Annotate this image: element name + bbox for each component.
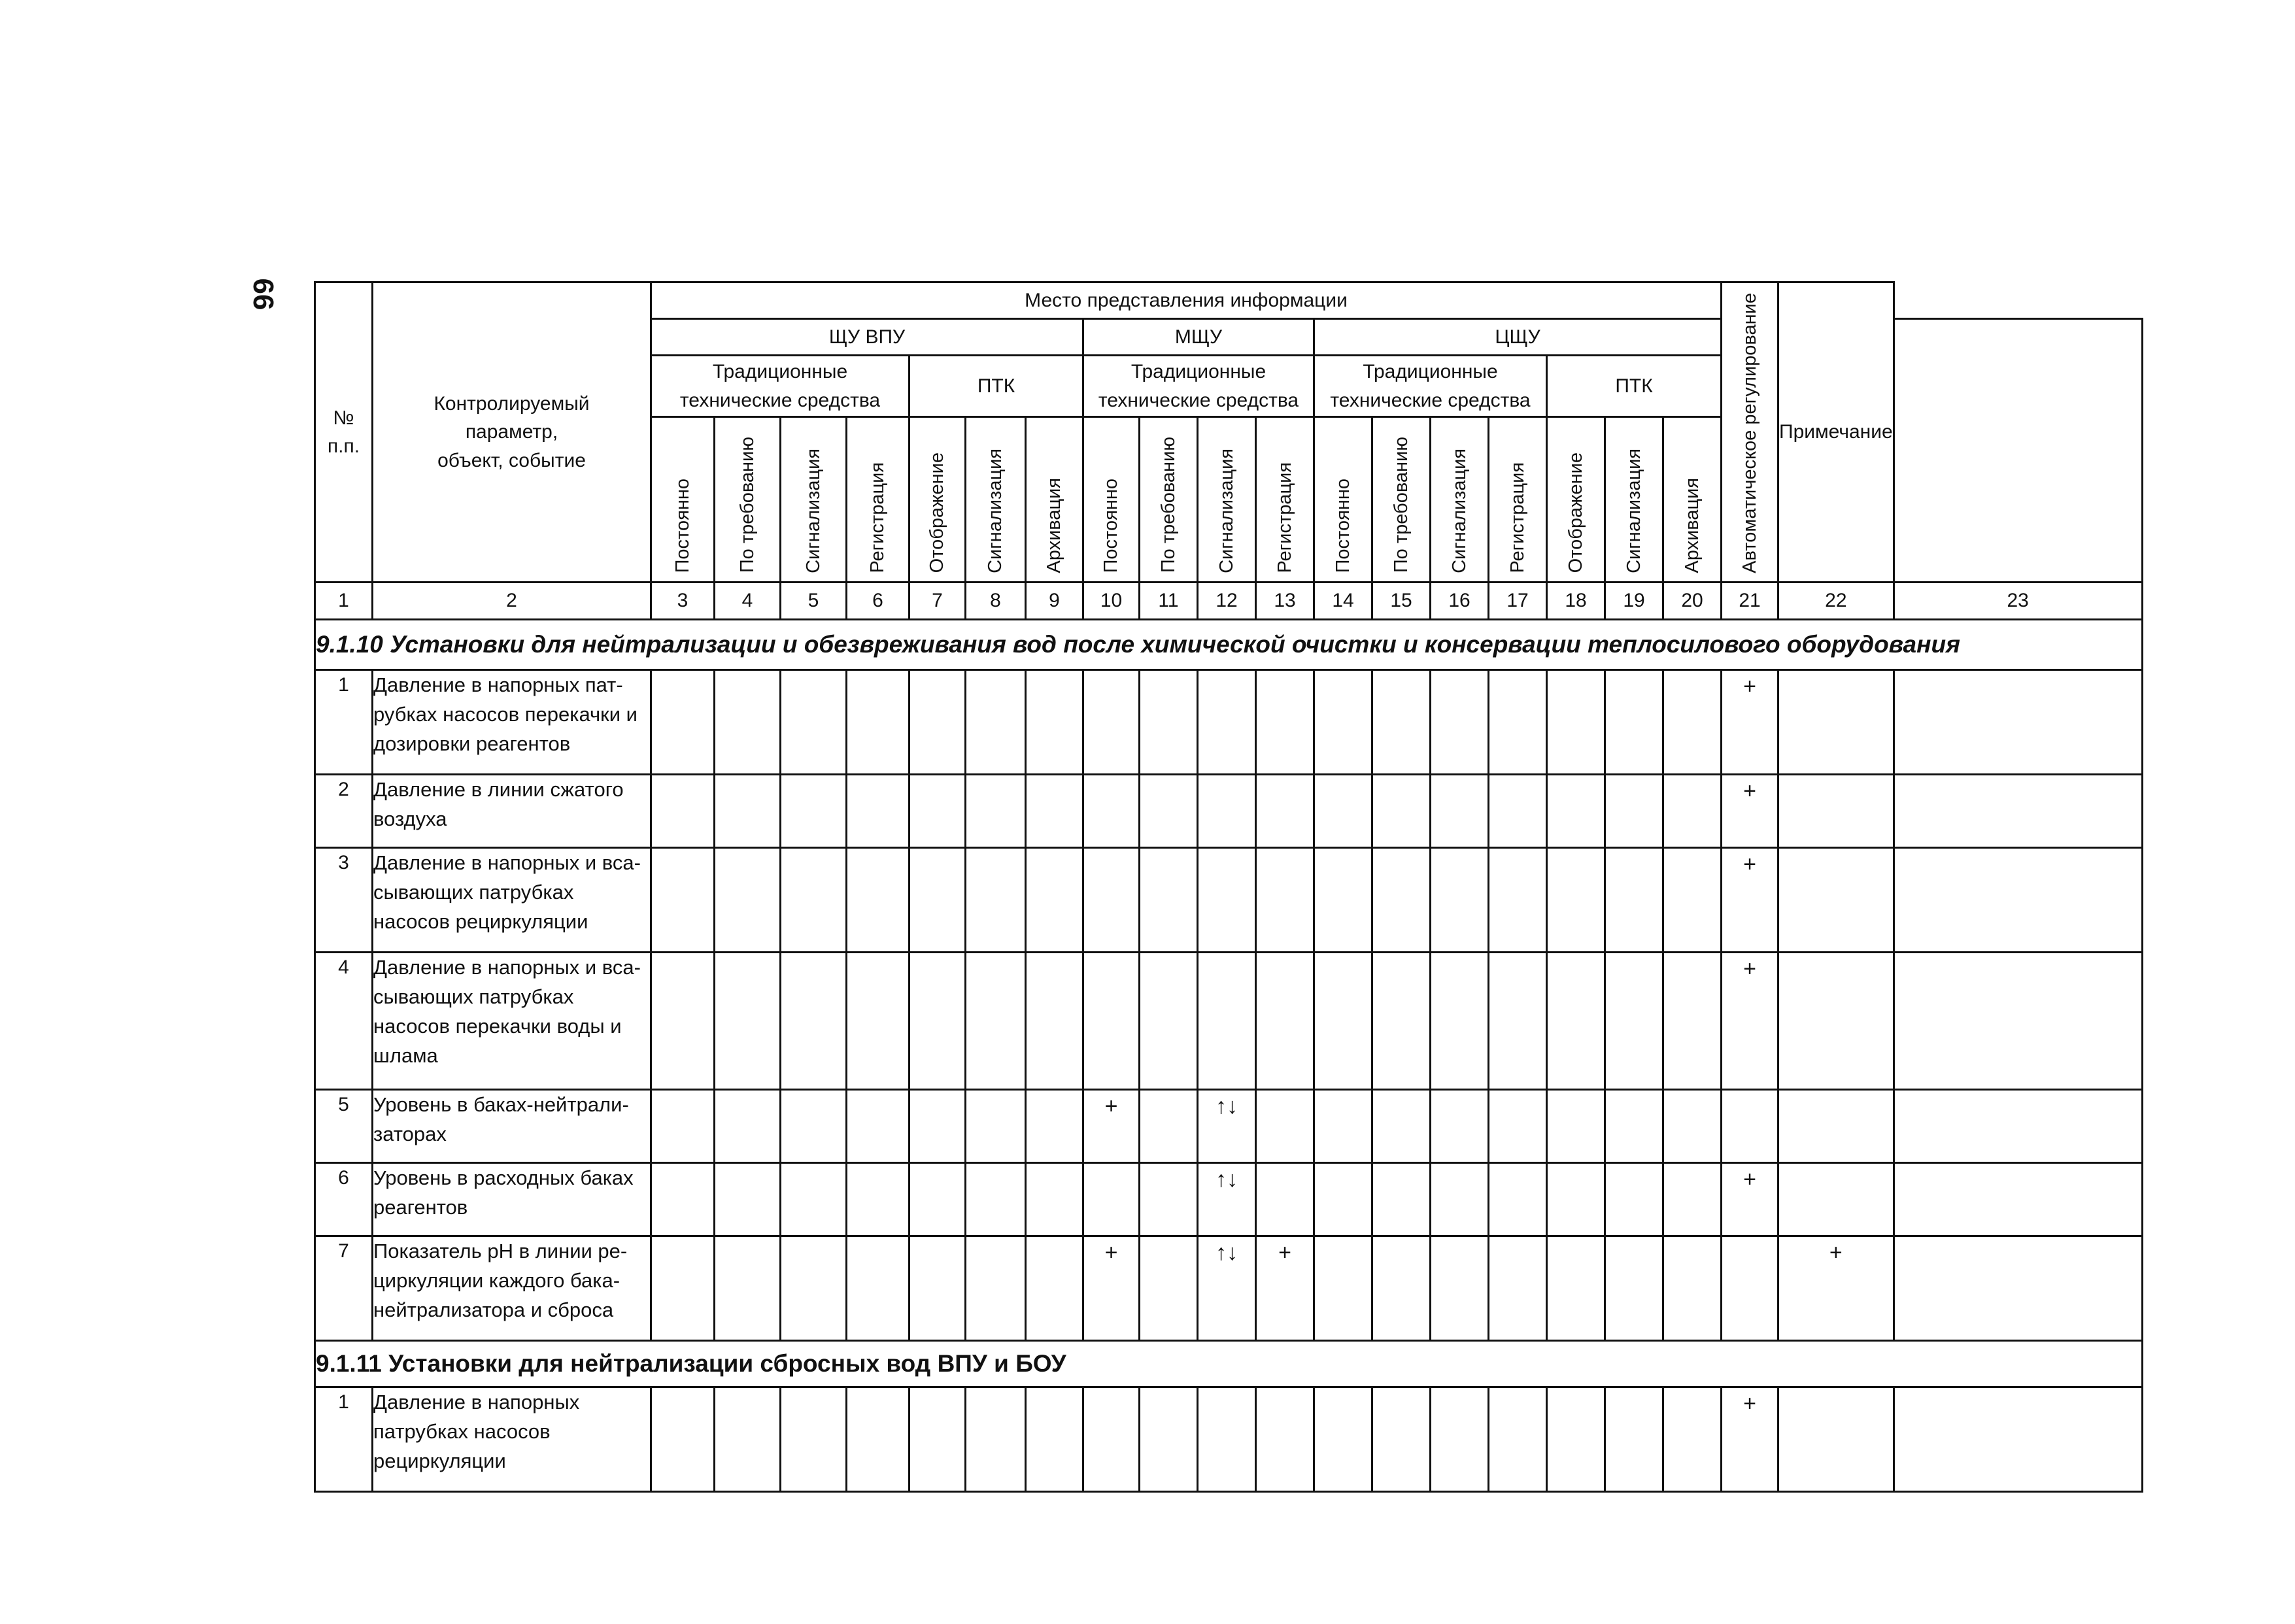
row-parameter: Давление в напорных и вса-сывающих патрубках насосов перекачки воды и шлама: [373, 953, 651, 1090]
section-title-9-1-11: 9.1.11 Установки для нейтрализации сбросных вод ВПУ и БОУ: [315, 1341, 2143, 1387]
empty-cell: [781, 848, 847, 953]
mark-col-21: [1722, 1090, 1778, 1163]
empty-cell: [1372, 1236, 1431, 1341]
colnum-16: 16: [1431, 583, 1489, 620]
header-num: № п.п.: [315, 282, 373, 583]
empty-cell: [847, 775, 910, 848]
empty-cell: [1663, 1163, 1722, 1236]
empty-cell: [715, 1387, 781, 1492]
empty-cell: [910, 848, 966, 953]
row-number: 1: [315, 670, 373, 775]
mark-col-12: ↑↓: [1198, 1090, 1256, 1163]
subcol-6: Регистрация: [847, 417, 910, 583]
empty-cell: [781, 1387, 847, 1492]
empty-cell: [1547, 1236, 1605, 1341]
empty-cell: [847, 1387, 910, 1492]
subcol-14: Постоянно: [1314, 417, 1372, 583]
empty-cell: [1140, 1163, 1198, 1236]
mark-col-12: [1198, 670, 1256, 775]
empty-cell: [1605, 1090, 1663, 1163]
empty-cell: [1431, 953, 1489, 1090]
subcol-17: Регистрация: [1489, 417, 1547, 583]
empty-cell: [651, 775, 715, 848]
empty-cell: [1026, 1387, 1083, 1492]
empty-cell: [1026, 1090, 1083, 1163]
row-number: 5: [315, 1090, 373, 1163]
mark-col-22: [1778, 953, 1894, 1090]
subcol-19: Сигнализация: [1605, 417, 1663, 583]
empty-cell: [1431, 1090, 1489, 1163]
colnum-1: 1: [315, 583, 373, 620]
empty-cell: [715, 848, 781, 953]
row-number: 1: [315, 1387, 373, 1492]
empty-cell: [781, 1090, 847, 1163]
mark-col-10: [1083, 848, 1140, 953]
row-number: 4: [315, 953, 373, 1090]
header-shu-vpu: ЩУ ВПУ: [651, 319, 1083, 356]
section2-row: [315, 1387, 2143, 1492]
empty-cell: [1489, 1387, 1547, 1492]
header-param: Контролируемый параметр, объект, событие: [373, 282, 651, 583]
empty-cell: [1026, 1236, 1083, 1341]
empty-cell: [1314, 953, 1372, 1090]
empty-cell: [1314, 1387, 1372, 1492]
subcol-3: Постоянно: [651, 417, 715, 583]
empty-cell: [781, 775, 847, 848]
subcol-7: Отображение: [910, 417, 966, 583]
empty-cell: [651, 848, 715, 953]
subcol-4: По требованию: [715, 417, 781, 583]
empty-cell: [1605, 848, 1663, 953]
empty-cell: [1894, 775, 2142, 848]
empty-cell: [1894, 670, 2142, 775]
empty-cell: [1372, 1163, 1431, 1236]
mark-col-21: +: [1722, 1163, 1778, 1236]
colnum-8: 8: [966, 583, 1026, 620]
empty-cell: [1372, 848, 1431, 953]
empty-cell: [1663, 953, 1722, 1090]
empty-cell: [715, 1090, 781, 1163]
header-trad-3: Традиционные технические средства: [1314, 356, 1547, 417]
empty-cell: [1372, 775, 1431, 848]
section1-row: [315, 1163, 2143, 1236]
colnum-22: 22: [1778, 583, 1894, 620]
empty-cell: [1605, 1163, 1663, 1236]
mark-col-21: +: [1722, 670, 1778, 775]
mark-col-13: [1256, 1163, 1314, 1236]
empty-cell: [1431, 670, 1489, 775]
row-number: 2: [315, 775, 373, 848]
empty-cell: [910, 775, 966, 848]
subcol-13: Регистрация: [1256, 417, 1314, 583]
empty-cell: [715, 953, 781, 1090]
header-trad-2: Традиционные технические средства: [1083, 356, 1314, 417]
empty-cell: [1489, 670, 1547, 775]
header-place: Место представления информации: [651, 282, 1722, 319]
empty-cell: [1256, 1387, 1314, 1492]
mark-col-10: [1083, 670, 1140, 775]
colnum-5: 5: [781, 583, 847, 620]
mark-col-12: [1198, 953, 1256, 1090]
colnum-3: 3: [651, 583, 715, 620]
empty-cell: [1026, 953, 1083, 1090]
empty-cell: [715, 1236, 781, 1341]
empty-cell: [1894, 1163, 2142, 1236]
empty-cell: [1894, 1236, 2142, 1341]
empty-cell: [1314, 775, 1372, 848]
empty-cell: [1894, 1090, 2142, 1163]
empty-cell: [1663, 670, 1722, 775]
mark-col-13: +: [1256, 1236, 1314, 1341]
empty-cell: [1431, 848, 1489, 953]
section1-row: [315, 1236, 2143, 1341]
row-parameter: Уровень в баках-нейтрали-заторах: [373, 1090, 651, 1163]
mark-col-22: [1778, 848, 1894, 953]
empty-cell: [847, 953, 910, 1090]
section1-row: [315, 953, 2143, 1090]
empty-cell: [1547, 670, 1605, 775]
empty-cell: [1431, 1236, 1489, 1341]
mark-col-12: ↑↓: [1198, 1236, 1256, 1341]
empty-cell: [1026, 1163, 1083, 1236]
empty-cell: [1372, 1090, 1431, 1163]
mark-col-22: [1778, 775, 1894, 848]
header-note: Примечание: [1778, 282, 1894, 583]
empty-cell: [966, 670, 1026, 775]
mark-col-13: [1256, 953, 1314, 1090]
empty-cell: [1547, 775, 1605, 848]
empty-cell: [966, 848, 1026, 953]
empty-cell: [1372, 953, 1431, 1090]
empty-cell: [847, 670, 910, 775]
empty-cell: [1140, 848, 1198, 953]
empty-cell: [847, 1236, 910, 1341]
empty-cell: [847, 848, 910, 953]
row-parameter: Давление в напорных пат-рубках насосов перекачки и дозировки реагентов: [373, 670, 651, 775]
empty-cell: [1605, 775, 1663, 848]
empty-cell: [966, 1163, 1026, 1236]
row-number: 3: [315, 848, 373, 953]
empty-cell: [1547, 953, 1605, 1090]
colnum-12: 12: [1198, 583, 1256, 620]
section1-row: [315, 1090, 2143, 1163]
empty-cell: [715, 775, 781, 848]
subcol-8: Сигнализация: [966, 417, 1026, 583]
empty-cell: [1140, 670, 1198, 775]
mark-col-22: +: [1778, 1236, 1894, 1341]
empty-cell: [847, 1163, 910, 1236]
row-number: 6: [315, 1163, 373, 1236]
subcol-20: Архивация: [1663, 417, 1722, 583]
empty-cell: [1547, 1387, 1605, 1492]
mark-col-21: +: [1722, 953, 1778, 1090]
header-auto-reg: Автоматическое регулирование: [1722, 282, 1778, 583]
colnum-20: 20: [1663, 583, 1722, 620]
mark-col-10: +: [1083, 1236, 1140, 1341]
section1-row: [315, 670, 2143, 775]
colnum-6: 6: [847, 583, 910, 620]
section1-row: [315, 848, 2143, 953]
mark-col-10: [1083, 953, 1140, 1090]
empty-cell: [1663, 1236, 1722, 1341]
header-tsshu: ЦЩУ: [1314, 319, 1722, 356]
empty-cell: [1489, 953, 1547, 1090]
empty-cell: [715, 670, 781, 775]
mark-col-12: [1198, 775, 1256, 848]
empty-cell: [966, 953, 1026, 1090]
empty-cell: [1894, 1387, 2142, 1492]
empty-cell: [1547, 848, 1605, 953]
empty-cell: [1605, 1387, 1663, 1492]
row-parameter: Уровень в расходных баках реагентов: [373, 1163, 651, 1236]
colnum-14: 14: [1314, 583, 1372, 620]
empty-cell: [1489, 775, 1547, 848]
mark-col-10: +: [1083, 1090, 1140, 1163]
empty-cell: [1663, 1387, 1722, 1492]
colnum-9: 9: [1026, 583, 1083, 620]
empty-cell: [1026, 670, 1083, 775]
header-local: [1894, 319, 2142, 583]
subcol-15: По требованию: [1372, 417, 1431, 583]
colnum-23: 23: [1894, 583, 2142, 620]
empty-cell: [1083, 1387, 1140, 1492]
empty-cell: [1547, 1163, 1605, 1236]
empty-cell: [910, 1163, 966, 1236]
empty-cell: [781, 1236, 847, 1341]
empty-cell: [1894, 848, 2142, 953]
subcol-18: Отображение: [1547, 417, 1605, 583]
empty-cell: [1140, 1236, 1198, 1341]
colnum-10: 10: [1083, 583, 1140, 620]
subcol-9: Архивация: [1026, 417, 1083, 583]
empty-cell: [1663, 848, 1722, 953]
colnum-7: 7: [910, 583, 966, 620]
mark-col-10: [1083, 775, 1140, 848]
mark-col-22: [1778, 1163, 1894, 1236]
empty-cell: [1605, 953, 1663, 1090]
mark-col-13: [1256, 848, 1314, 953]
section-title-9-1-10: 9.1.10 Установки для нейтрализации и обезвреживания вод после химической очистки и консервации теплосилового оборудования: [315, 620, 2143, 670]
header-ptk-1: ПТК: [910, 356, 1083, 417]
colnum-17: 17: [1489, 583, 1547, 620]
row-parameter: Показатель pH в линии ре-циркуляции каждого бака-нейтрализатора и сброса: [373, 1236, 651, 1341]
mark-col-13: [1256, 775, 1314, 848]
empty-cell: [1431, 775, 1489, 848]
empty-cell: [1489, 848, 1547, 953]
empty-cell: [910, 953, 966, 1090]
empty-cell: [1140, 1387, 1198, 1492]
info-table: [314, 281, 2143, 1493]
empty-cell: [1489, 1236, 1547, 1341]
empty-cell: [966, 1090, 1026, 1163]
empty-cell: [1778, 1387, 1894, 1492]
empty-cell: [651, 1236, 715, 1341]
subcol-10: Постоянно: [1083, 417, 1140, 583]
mark-col-21: +: [1722, 848, 1778, 953]
empty-cell: [1372, 1387, 1431, 1492]
section1-row: [315, 775, 2143, 848]
page-number: 66: [247, 278, 279, 311]
mark-col-21: +: [1722, 1387, 1778, 1492]
empty-cell: [1314, 848, 1372, 953]
empty-cell: [1431, 1387, 1489, 1492]
colnum-21: 21: [1722, 583, 1778, 620]
empty-cell: [1663, 1090, 1722, 1163]
empty-cell: [651, 1090, 715, 1163]
mark-col-22: [1778, 670, 1894, 775]
row-parameter: Давление в линии сжатого воздуха: [373, 775, 651, 848]
empty-cell: [966, 775, 1026, 848]
empty-cell: [1314, 670, 1372, 775]
empty-cell: [715, 1163, 781, 1236]
empty-cell: [651, 953, 715, 1090]
empty-cell: [847, 1090, 910, 1163]
empty-cell: [1431, 1163, 1489, 1236]
colnum-15: 15: [1372, 583, 1431, 620]
empty-cell: [651, 670, 715, 775]
empty-cell: [910, 1090, 966, 1163]
empty-cell: [1026, 775, 1083, 848]
colnum-2: 2: [373, 583, 651, 620]
mark-col-21: [1722, 1236, 1778, 1341]
header-trad-1: Традиционные технические средства: [651, 356, 910, 417]
empty-cell: [1663, 775, 1722, 848]
colnum-11: 11: [1140, 583, 1198, 620]
row-parameter: Давление в напорных патрубках насосов рециркуляции: [373, 1387, 651, 1492]
empty-cell: [1894, 953, 2142, 1090]
empty-cell: [651, 1163, 715, 1236]
mark-col-12: ↑↓: [1198, 1163, 1256, 1236]
empty-cell: [1140, 775, 1198, 848]
colnum-19: 19: [1605, 583, 1663, 620]
empty-cell: [966, 1387, 1026, 1492]
empty-cell: [781, 1163, 847, 1236]
empty-cell: [1140, 953, 1198, 1090]
header-mshu: МЩУ: [1083, 319, 1314, 356]
empty-cell: [1605, 670, 1663, 775]
empty-cell: [910, 1387, 966, 1492]
empty-cell: [910, 670, 966, 775]
mark-col-12: [1198, 848, 1256, 953]
empty-cell: [910, 1236, 966, 1341]
empty-cell: [1140, 1090, 1198, 1163]
empty-cell: [1314, 1090, 1372, 1163]
empty-cell: [1372, 670, 1431, 775]
empty-cell: [781, 953, 847, 1090]
empty-cell: [1314, 1163, 1372, 1236]
empty-cell: [1314, 1236, 1372, 1341]
subcol-16: Сигнализация: [1431, 417, 1489, 583]
colnum-18: 18: [1547, 583, 1605, 620]
mark-col-22: [1778, 1090, 1894, 1163]
header-ptk-2: ПТК: [1547, 356, 1722, 417]
empty-cell: [651, 1387, 715, 1492]
empty-cell: [1489, 1090, 1547, 1163]
row-parameter: Давление в напорных и вса-сывающих патрубках насосов рециркуляции: [373, 848, 651, 953]
row-number: 7: [315, 1236, 373, 1341]
colnum-13: 13: [1256, 583, 1314, 620]
mark-col-13: [1256, 670, 1314, 775]
empty-cell: [1198, 1387, 1256, 1492]
empty-cell: [1547, 1090, 1605, 1163]
subcol-5: Сигнализация: [781, 417, 847, 583]
subcol-11: По требованию: [1140, 417, 1198, 583]
empty-cell: [781, 670, 847, 775]
empty-cell: [1605, 1236, 1663, 1341]
colnum-4: 4: [715, 583, 781, 620]
mark-col-21: +: [1722, 775, 1778, 848]
empty-cell: [966, 1236, 1026, 1341]
empty-cell: [1026, 848, 1083, 953]
mark-col-13: [1256, 1090, 1314, 1163]
mark-col-10: [1083, 1163, 1140, 1236]
empty-cell: [1489, 1163, 1547, 1236]
subcol-12: Сигнализация: [1198, 417, 1256, 583]
